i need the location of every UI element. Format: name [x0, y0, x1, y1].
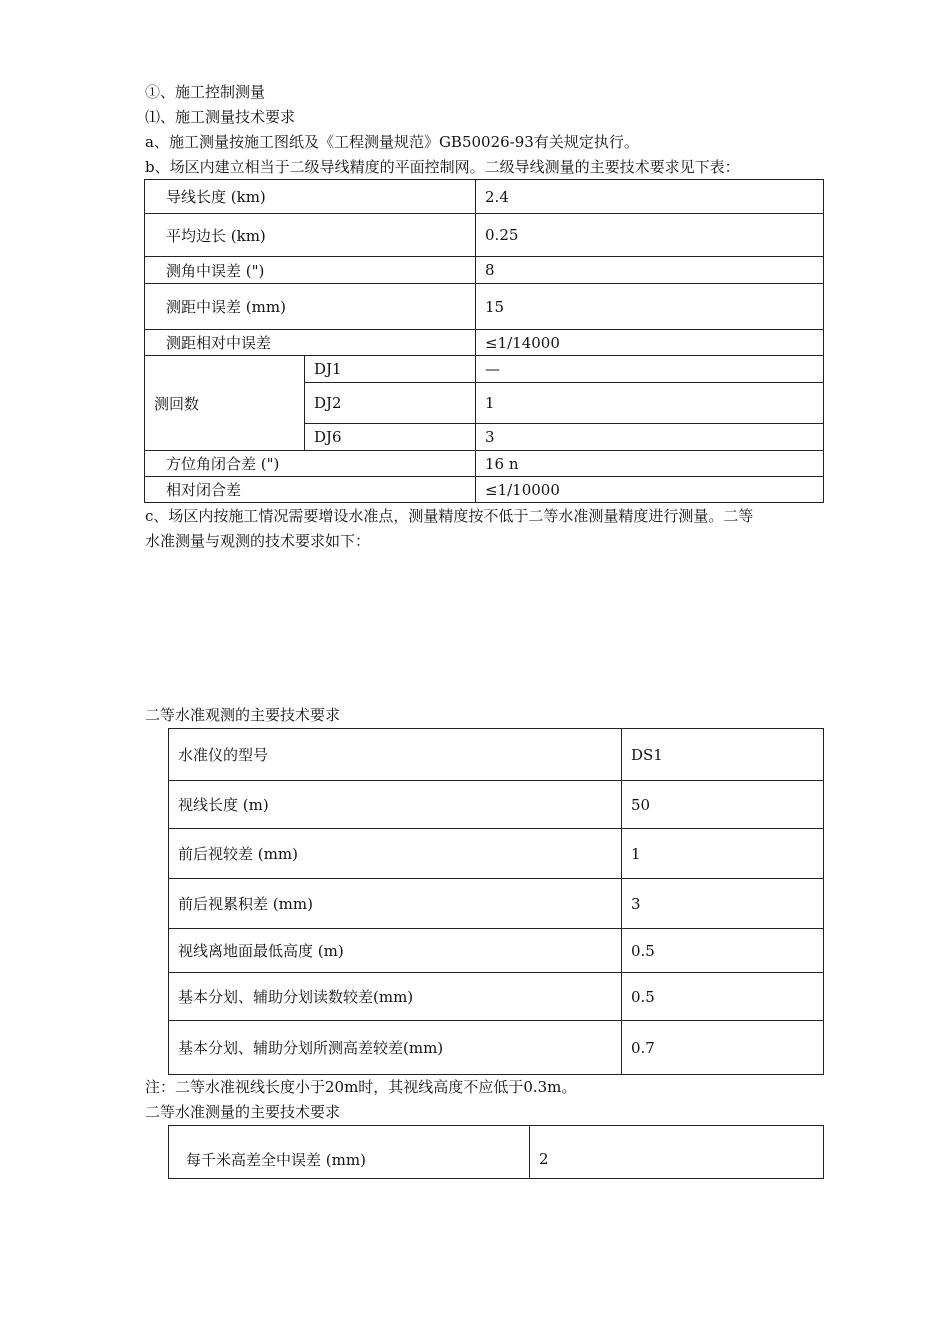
table-cell-value: ≤1/14000	[476, 330, 824, 356]
leveling-measurement-table	[168, 1125, 824, 1179]
table-cell-label: 基本分划、辅助分划所测高差较差(mm)	[169, 1021, 622, 1075]
table-cell-value: DS1	[622, 729, 824, 781]
table-row	[169, 929, 824, 973]
table-cell-label: 测角中误差 (")	[145, 257, 476, 284]
table-row	[169, 781, 824, 829]
table-cell-value: 50	[622, 781, 824, 829]
table-row	[145, 180, 824, 214]
table-row	[145, 214, 824, 257]
table-row	[169, 1021, 824, 1075]
table-cell-value: 8	[476, 257, 824, 284]
table-cell-label: 视线离地面最低高度 (m)	[169, 929, 622, 973]
table-cell-sublabel: DJ1	[305, 356, 476, 383]
table-cell-value: 3	[622, 879, 824, 929]
table-row	[169, 973, 824, 1021]
table-row	[145, 257, 824, 284]
table-cell-value: ≤1/10000	[476, 477, 824, 503]
table2-title: 二等水准观测的主要技术要求	[145, 706, 341, 724]
table-cell-label: 前后视累积差 (mm)	[169, 879, 622, 929]
table-cell-value: 0.7	[622, 1021, 824, 1075]
table-cell-label: 导线长度 (km)	[145, 180, 476, 214]
table-cell-label: 水准仪的型号	[169, 729, 622, 781]
table-cell-label: 方位角闭合差 (")	[145, 451, 476, 477]
table-cell-label: 测距中误差 (mm)	[145, 284, 476, 330]
table-cell-label: 每千米高差全中误差 (mm)	[169, 1126, 530, 1179]
leveling-observation-table	[168, 728, 824, 1075]
table-cell-value: 15	[476, 284, 824, 330]
table-cell-label: 前后视较差 (mm)	[169, 829, 622, 879]
table-row	[169, 829, 824, 879]
table-cell-label: 视线长度 (m)	[169, 781, 622, 829]
table-row	[169, 1126, 824, 1179]
table-row	[169, 879, 824, 929]
table-cell-label: 基本分划、辅助分划读数较差(mm)	[169, 973, 622, 1021]
heading-construction-control-survey: ①、施工控制测量	[145, 83, 266, 101]
table-cell-value: 0.25	[476, 214, 824, 257]
table-cell-value: 0.5	[622, 929, 824, 973]
table-cell-value: 2	[530, 1126, 824, 1179]
paragraph-c-line2: 水准测量与观测的技术要求如下：	[145, 532, 371, 550]
table-cell-value: 1	[476, 383, 824, 424]
table-row	[145, 356, 824, 383]
table-cell-value: 0.5	[622, 973, 824, 1021]
heading-survey-technical-requirements: ⑴、施工测量技术要求	[145, 108, 296, 126]
traverse-requirements-table	[144, 179, 824, 503]
table-cell-value: —	[476, 356, 824, 383]
table-cell-label: 相对闭合差	[145, 477, 476, 503]
note: 注：二等水准视线长度小于20m时，其视线高度不应低于0.3m。	[145, 1078, 577, 1096]
table-row	[169, 729, 824, 781]
table-cell-label: 平均边长 (km)	[145, 214, 476, 257]
table-cell-value: 3	[476, 424, 824, 451]
table-cell-value: 16 n	[476, 451, 824, 477]
table-cell-sublabel: DJ6	[305, 424, 476, 451]
paragraph-b: b、场区内建立相当于二级导线精度的平面控制网。二级导线测量的主要技术要求见下表：	[145, 158, 740, 176]
table-row	[145, 451, 824, 477]
table3-title: 二等水准测量的主要技术要求	[145, 1103, 341, 1121]
table-cell-group-label: 测回数	[145, 356, 305, 451]
table-row	[145, 284, 824, 330]
paragraph-a: a、施工测量按施工图纸及《工程测量规范》GB50026-93有关规定执行。	[145, 133, 639, 151]
table-cell-value: 1	[622, 829, 824, 879]
table-row	[145, 330, 824, 356]
table-row	[145, 477, 824, 503]
table-cell-label: 测距相对中误差	[145, 330, 476, 356]
paragraph-c-line1: c、场区内按施工情况需要增设水准点，测量精度按不低于二等水准测量精度进行测量。二等	[145, 507, 754, 525]
table-cell-value: 2.4	[476, 180, 824, 214]
table-cell-sublabel: DJ2	[305, 383, 476, 424]
